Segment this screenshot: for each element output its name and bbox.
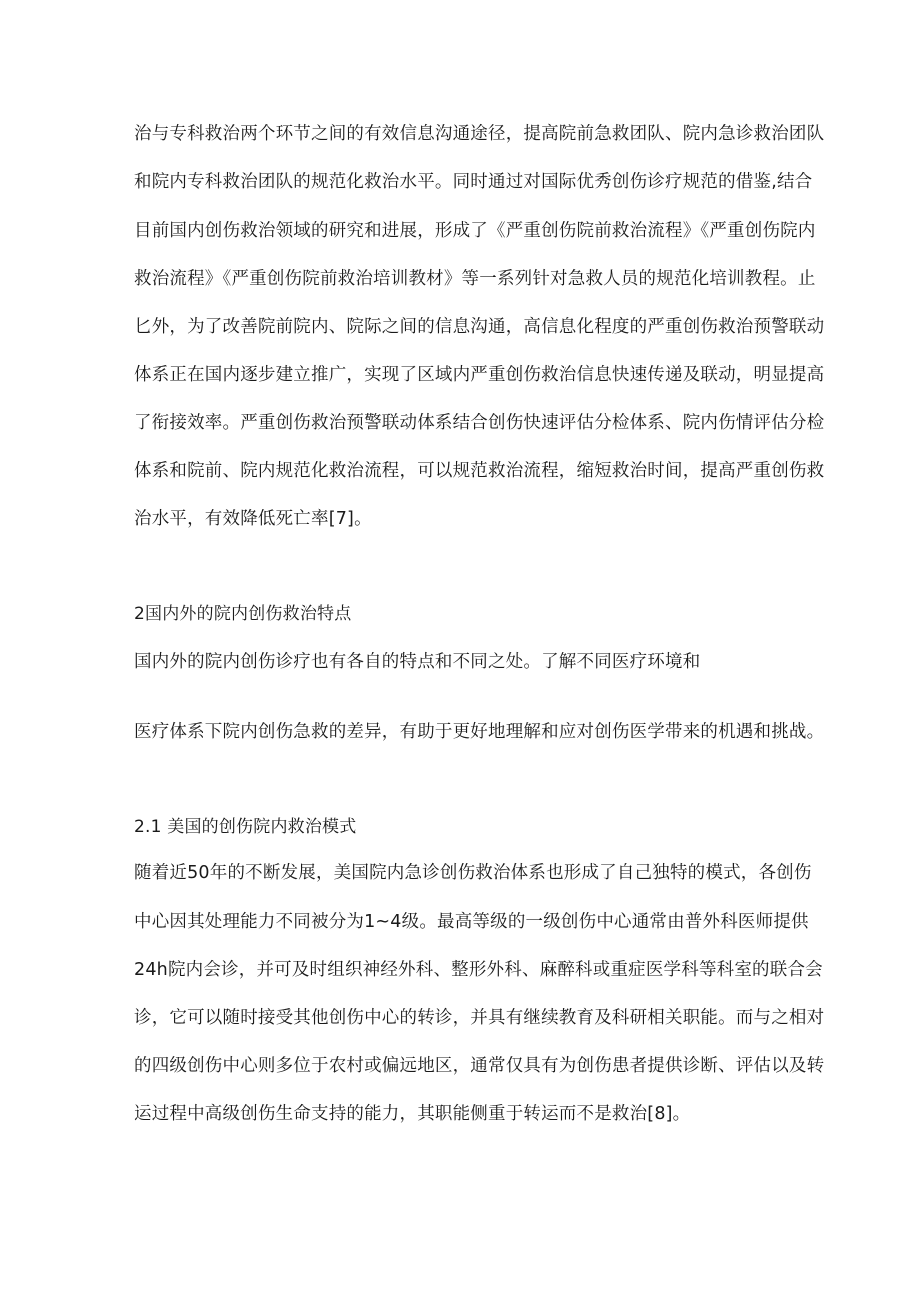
text-line: 匕外，为了改善院前院内、院际之间的信息沟通，高信息化程度的严重创伤救治预警联动 [134, 317, 825, 337]
text-line: 随着近50年的不断发展，美国院内急诊创伤救治体系也形成了自己独特的模式，各创伤 [134, 863, 812, 883]
text-line: 目前国内创伤救治领域的研究和进展，形成了《严重创伤院前救治流程》《严重创伤院内 [134, 221, 816, 241]
text-line: 体系和院前、院内规范化救治流程，可以规范救治流程，缩短救治时间，提高严重创伤救 [134, 461, 825, 481]
text-line: 治与专科救治两个环节之间的有效信息沟通途径，提高院前急救团队、院内急诊救治团队 [134, 124, 825, 144]
text-line: 和院内专科救治团队的规范化救治水平。同时通过对国际优秀创伤诊疗规范的借鉴,结合 [134, 172, 813, 192]
text-line: 救治流程》《严重创伤院前救治培训教材》等一系列针对急救人员的规范化培训教程。止 [134, 269, 816, 289]
text-line: 24h院内会诊，并可及时组织神经外科、整形外科、麻醉科或重症医学科等科室的联合会 [134, 960, 823, 980]
text-line: 中心因其处理能力不同被分为1~4级。最高等级的一级创伤中心通常由普外科医师提供 [134, 912, 809, 932]
text-line: 了衔接效率。严重创伤救治预警联动体系结合创伤快速评估分检体系、院内伤情评估分检 [134, 413, 825, 433]
text-line: 体系正在国内逐步建立推广，实现了区域内严重创伤救治信息快速传递及联动，明显提高 [134, 365, 825, 385]
text-line: 治水平，有效降低死亡率[7]。 [134, 509, 372, 529]
text-line: 诊，它可以随时接受其他创伤中心的转诊，并具有继续教育及科研相关职能。而与之相对 [134, 1008, 825, 1028]
text-line: 国内外的院内创伤诊疗也有各自的特点和不同之处。了解不同医疗环境和 [134, 652, 701, 672]
section-heading: 2国内外的院内创伤救治特点 [134, 604, 352, 624]
subsection-heading: 2.1 美国的创伤院内救治模式 [134, 817, 357, 837]
text-line: 运过程中高级创伤生命支持的能力，其职能侧重于转运而不是救治[8]。 [134, 1104, 691, 1124]
text-line: 的四级创伤中心则多位于农村或偏远地区，通常仅具有为创伤患者提供诊断、评估以及转 [134, 1056, 825, 1076]
text-line: 医疗体系下院内创伤急救的差异，有助于更好地理解和应对创伤医学带来的机遇和挑战。 [134, 722, 825, 742]
